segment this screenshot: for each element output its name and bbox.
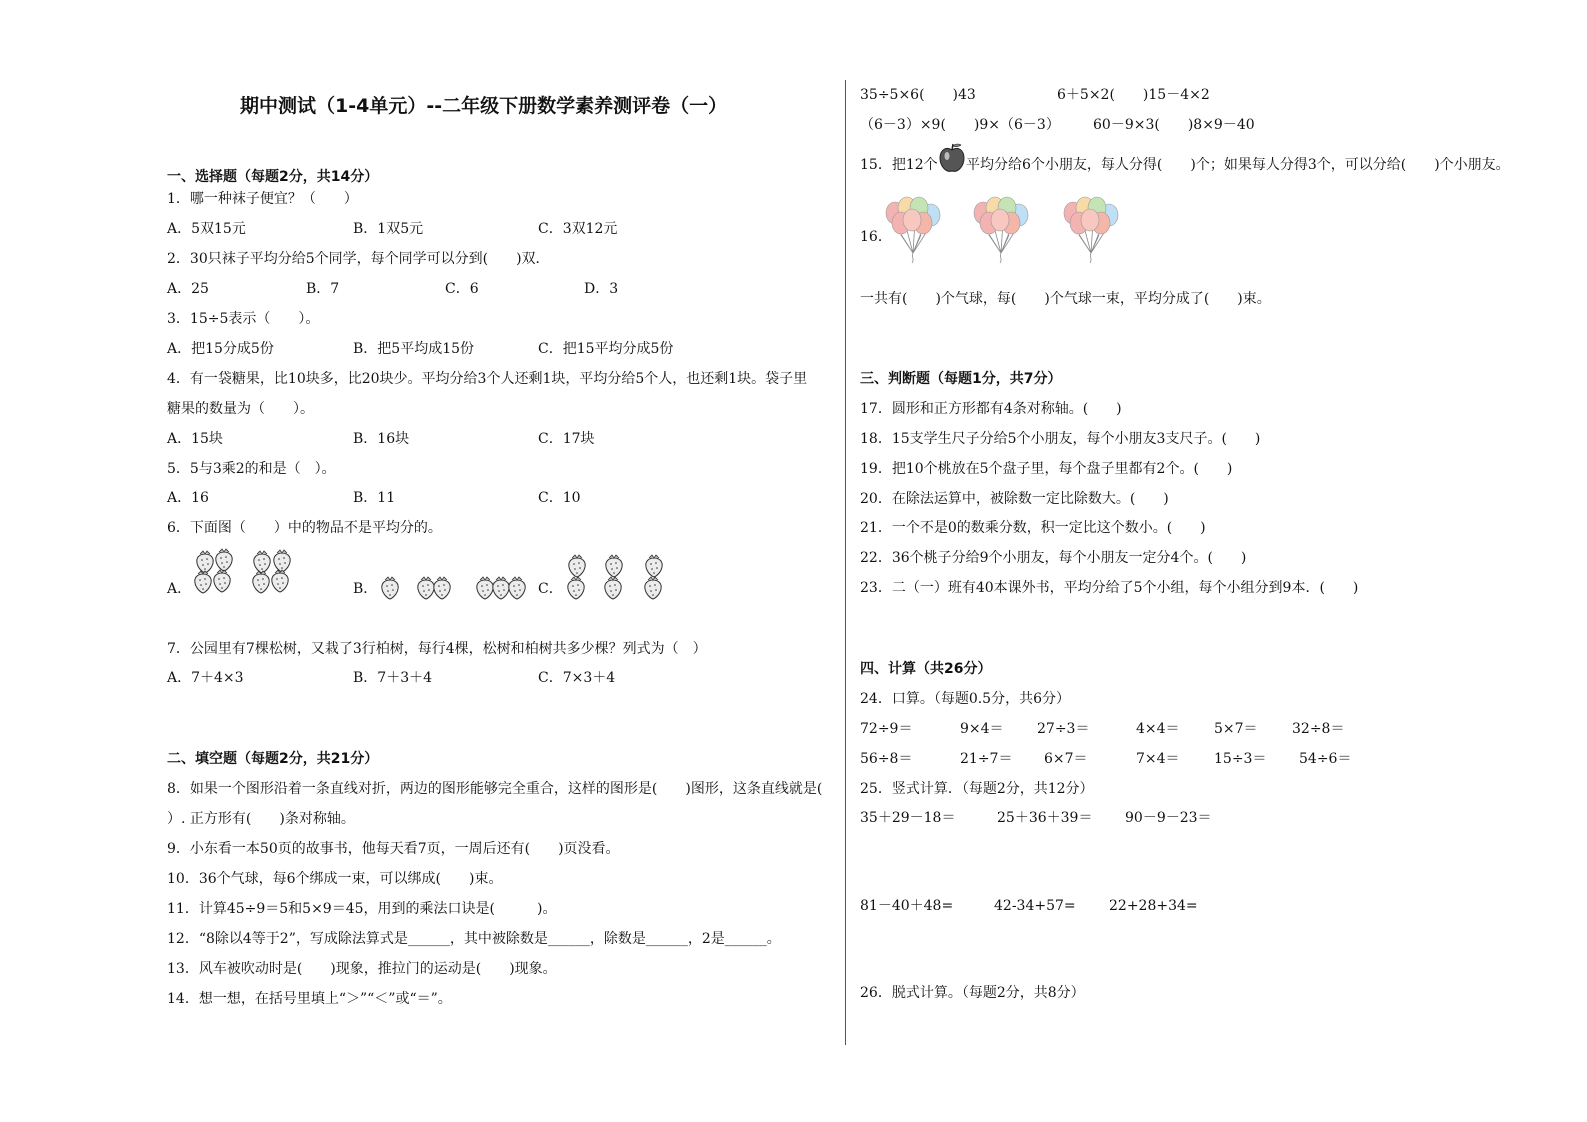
compare-4: 60－9×3( )8×9－40 — [1093, 117, 1255, 133]
page-title: 期中测试（1-4单元）--二年级下册数学素养测评卷（一） — [240, 95, 728, 117]
q1-option-b: B．1双5元 — [353, 221, 424, 237]
q24-r1-3: 27÷3＝ — [1037, 721, 1090, 737]
q6-b-group-2 — [418, 577, 450, 599]
q6-option-b: B． — [353, 581, 378, 597]
q2-option-b: B．7 — [306, 281, 340, 297]
q7-option-a: A．7＋4×3 — [167, 670, 244, 686]
q25-r1-1: 35＋29－18＝ — [860, 810, 956, 826]
q1-stem: 1．哪一种袜子便宜？（ ） — [167, 191, 358, 207]
q16-text: 一共有( )个气球，每( )个气球一束，平均分成了( )束。 — [860, 291, 1271, 307]
q2-stem: 2．30只袜子平均分给5个同学，每个同学可以分到( )双． — [167, 251, 550, 267]
section2-heading: 二、填空题（每题2分，共21分） — [167, 751, 379, 767]
q8-line2: ）. 正方形有( )条对称轴。 — [167, 811, 355, 827]
q24-r2-6: 54÷6＝ — [1299, 751, 1352, 767]
q20: 20．在除法运算中，被除数一定比除数大。( ) — [860, 491, 1169, 507]
q10: 10．36个气球，每6个绑成一束，可以绑成( )束。 — [167, 871, 503, 887]
q6-c-group-2 — [605, 555, 622, 599]
q5-option-b: B．11 — [353, 490, 396, 506]
q1-option-a: A．5双15元 — [167, 221, 246, 237]
q3-option-c: C．把15平均分成5份 — [538, 341, 674, 357]
q1-option-c: C．3双12元 — [538, 221, 618, 237]
q23: 23．二（一）班有40本课外书，平均分给了5个小组，每个小组分到9本．( ) — [860, 580, 1359, 596]
q21: 21．一个不是0的数乘分数，积一定比这个数小。( ) — [860, 520, 1206, 536]
q3-stem: 3．15÷5表示（ ）。 — [167, 311, 320, 327]
q5-option-a: A．16 — [167, 490, 209, 506]
balloon-bunches — [885, 195, 1145, 275]
q8-line1: 8．如果一个图形沿着一条直线对折，两边的图形能够完全重合，这样的图形是( )图形，这条直线就是( — [167, 781, 823, 797]
q12: 12．“8除以4等于2”，写成除法算式是______，其中被除数是______，除数是______，2是______。 — [167, 931, 781, 947]
q2-option-d: D．3 — [584, 281, 619, 297]
q24-r1-2: 9×4＝ — [960, 721, 1004, 737]
q25-stem: 25．竖式计算．（每题2分，共12分） — [860, 781, 1094, 797]
q4-stem-line2: 糖果的数量为（ ）。 — [167, 401, 314, 417]
q24-r1-6: 32÷8＝ — [1292, 721, 1345, 737]
q9: 9．小东看一本50页的故事书，他每天看7页，一周后还有( )页没看。 — [167, 841, 620, 857]
q7-option-b: B．7＋3＋4 — [353, 670, 433, 686]
q2-option-c: C．6 — [445, 281, 479, 297]
q4-option-c: C．17块 — [538, 431, 595, 447]
q7-stem: 7．公园里有7棵松树，又栽了3行柏树，每行4棵，松树和柏树共多少棵？列式为（ ） — [167, 641, 707, 657]
q6-a-group-1 — [195, 549, 232, 593]
q25-r1-2: 25＋36＋39＝ — [997, 810, 1093, 826]
q24-r2-2: 21÷7＝ — [960, 751, 1013, 767]
q15-before: 15．把12个 — [860, 157, 938, 173]
q6-b-group-1 — [382, 577, 398, 599]
q6-a-group-2 — [253, 550, 290, 593]
q24-r2-1: 56÷8＝ — [860, 751, 913, 767]
q16-label: 16． — [860, 229, 892, 245]
q6-option-c: C． — [538, 581, 563, 597]
q6-option-a: A． — [167, 581, 192, 597]
q24-r1-5: 5×7＝ — [1214, 721, 1258, 737]
q22: 22．36个桃子分给9个小朋友，每个小朋友一定分4个。( ) — [860, 550, 1247, 566]
q24-r1-4: 4×4＝ — [1136, 721, 1180, 737]
section3-heading: 三、判断题（每题1分，共7分） — [860, 371, 1062, 387]
q6-c-group-1 — [568, 555, 585, 599]
q25-r2-3: 22+28+34= — [1109, 898, 1198, 914]
q24-stem: 24．口算。（每题0.5分，共6分） — [860, 691, 1070, 707]
q3-option-b: B．把5平均成15份 — [353, 341, 475, 357]
q18: 18．15支学生尺子分给5个小朋友，每个小朋友3支尺子。( ) — [860, 431, 1261, 447]
q11: 11．计算45÷9＝5和5×9＝45，用到的乘法口诀是( )。 — [167, 901, 557, 917]
q24-r2-5: 15÷3＝ — [1214, 751, 1267, 767]
q3-option-a: A．把15分成5份 — [167, 341, 274, 357]
q6-strawberry-pictures — [190, 552, 670, 612]
balloon-bunch-3 — [1064, 197, 1118, 263]
q4-option-b: B．16块 — [353, 431, 410, 447]
q2-option-a: A．25 — [167, 281, 209, 297]
q24-r2-4: 7×4＝ — [1136, 751, 1180, 767]
q15-after: 平均分给6个小朋友，每人分得( )个；如果每人分得3个，可以分给( )个小朋友。 — [966, 157, 1510, 173]
column-divider — [845, 80, 846, 1045]
q6-b-group-3 — [477, 577, 525, 599]
q25-r2-2: 42-34+57= — [994, 898, 1076, 914]
section1-heading: 一、选择题（每题2分，共14分） — [167, 169, 379, 185]
q14: 14．想一想，在括号里填上“＞”“＜”或“＝”。 — [167, 991, 452, 1007]
section4-heading: 四、计算（共26分） — [860, 661, 992, 677]
q5-option-c: C．10 — [538, 490, 581, 506]
q25-r1-3: 90－9－23＝ — [1125, 810, 1212, 826]
q4-stem-line1: 4．有一袋糖果，比10块多，比20块少。平均分给3个人还剩1块，平均分给5个人，也还剩1块。袋子里 — [167, 371, 808, 387]
compare-2: 6＋5×2( )15－4×2 — [1057, 87, 1210, 103]
q7-option-c: C．7×3＋4 — [538, 670, 616, 686]
compare-1: 35÷5×6( )43 — [860, 87, 976, 103]
q19: 19．把10个桃放在5个盘子里，每个盘子里都有2个。( ) — [860, 461, 1233, 477]
apple-icon — [938, 142, 966, 174]
balloon-bunch-1 — [886, 197, 940, 263]
q25-r2-1: 81－40＋48= — [860, 898, 954, 914]
q5-stem: 5．5与3乘2的和是（ ）。 — [167, 461, 336, 477]
q17: 17．圆形和正方形都有4条对称轴。( ) — [860, 401, 1122, 417]
q13: 13．风车被吹动时是( )现象，推拉门的运动是( )现象。 — [167, 961, 557, 977]
q24-r1-1: 72÷9＝ — [860, 721, 913, 737]
q26-stem: 26．脱式计算。（每题2分，共8分） — [860, 985, 1085, 1001]
q4-option-a: A．15块 — [167, 431, 223, 447]
compare-3: （6－3）×9( )9×（6－3） — [860, 117, 1060, 133]
q24-r2-3: 6×7＝ — [1044, 751, 1088, 767]
q6-c-group-3 — [645, 555, 662, 599]
balloon-bunch-2 — [974, 197, 1028, 263]
q6-stem: 6．下面图（ ）中的物品不是平均分的。 — [167, 520, 442, 536]
